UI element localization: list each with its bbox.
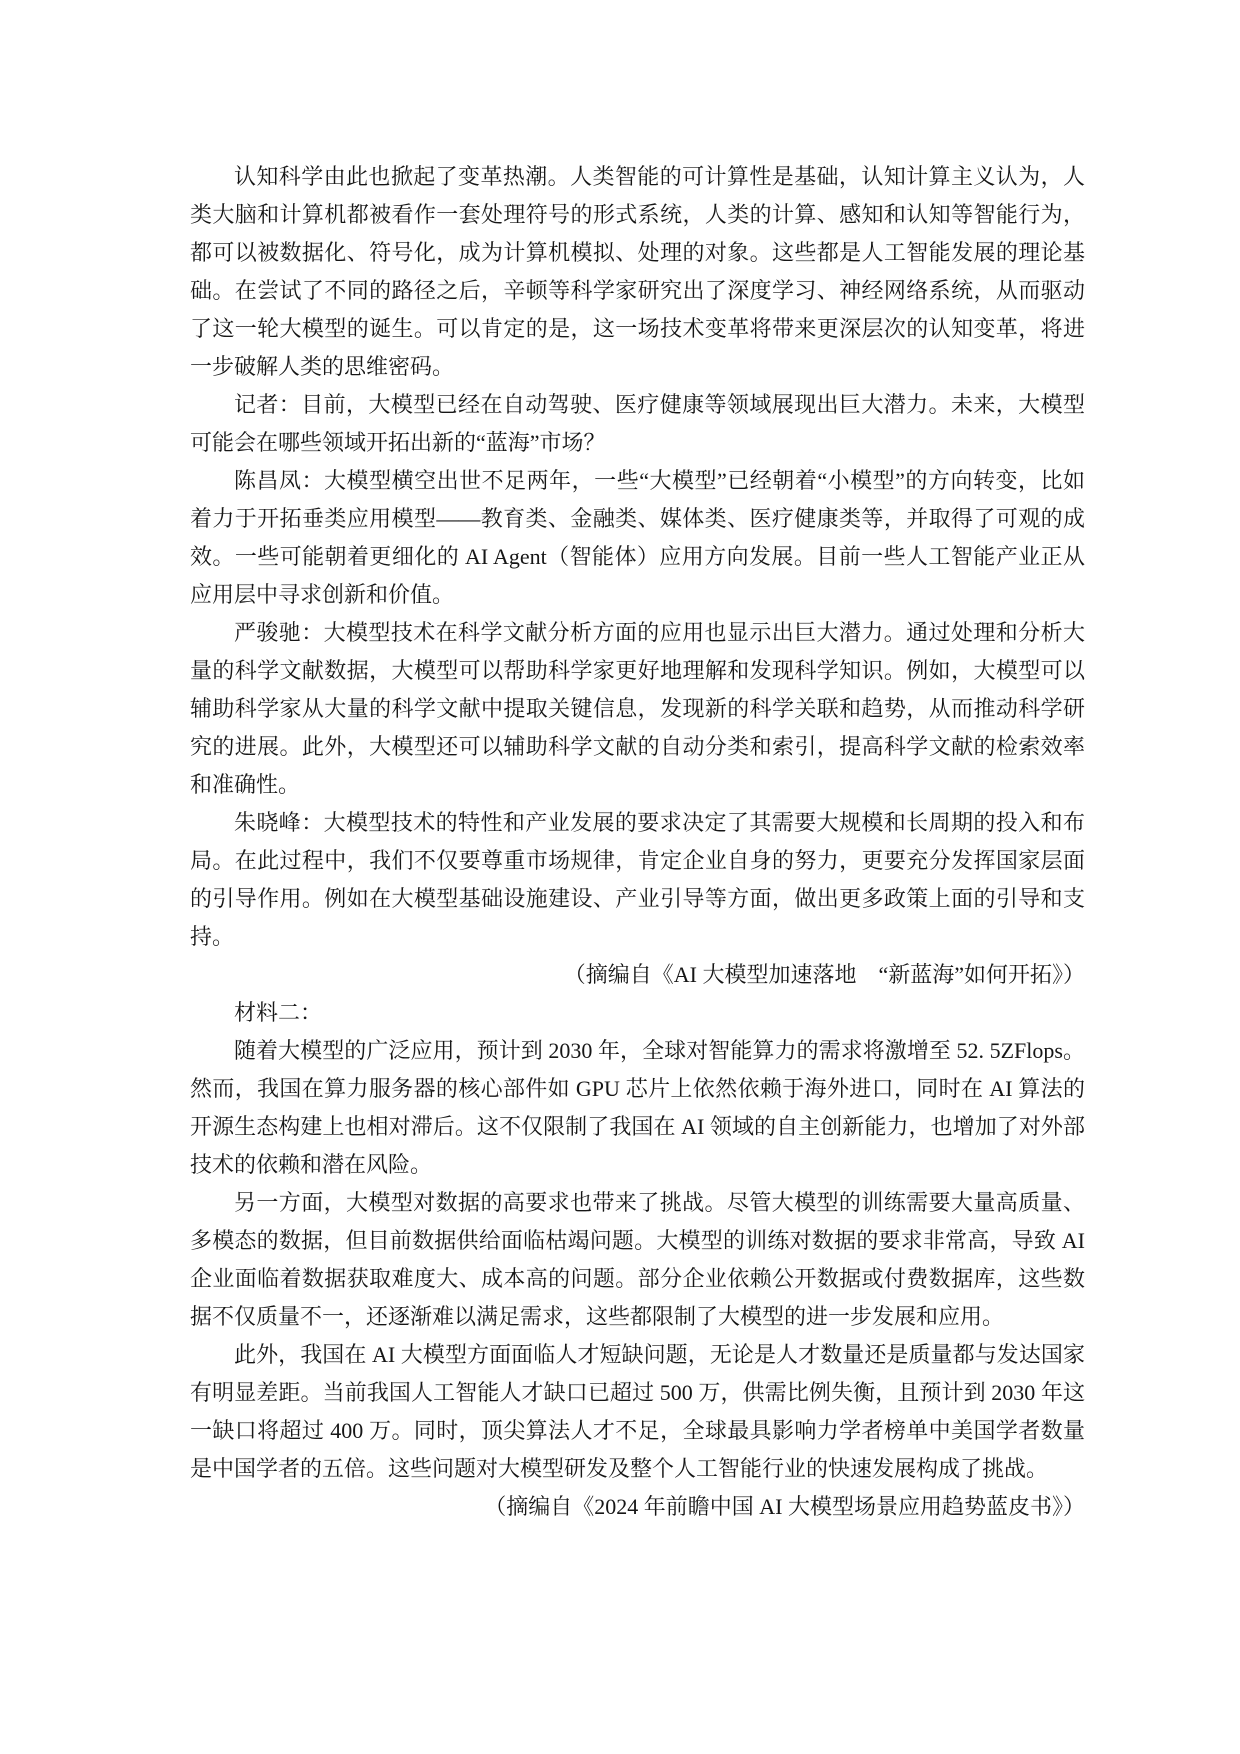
paragraph-zhu-xiaofeng: 朱晓峰：大模型技术的特性和产业发展的要求决定了其需要大规模和长周期的投入和布局。在此过程中，我们不仅要尊重市场规律，肯定企业自身的努力，更要充分发挥国家层面的引导作用。例如在大模型基础设施建设、产业引导等方面，做出更多政策上面的引导和支持。 [190,810,1085,949]
paragraph-chen-changfeng: 陈昌凤：大模型横空出世不足两年，一些“大模型”已经朝着“小模型”的方向转变，比如着力于开拓垂类应用模型——教育类、金融类、媒体类、医疗健康类等，并取得了可观的成效。一些可能朝着更细化的 AI Agent（智能体）应用方向发展。目前一些人工智能产业正从应用层中寻求创新和价值。 [190,468,1085,607]
source-attribution-material-1: （摘编自《AI 大模型加速落地 “新蓝海”如何开拓》） [563,962,1085,987]
paragraph-yan-junchi: 严骏驰：大模型技术在科学文献分析方面的应用也显示出巨大潜力。通过处理和分析大量的科学文献数据，大模型可以帮助科学家更好地理解和发现科学知识。例如，大模型可以辅助科学家从大量的科学文献中提取关键信息，发现新的科学关联和趋势，从而推动科学研究的进展。此外，大模型还可以辅助科学文献的自动分类和索引，提高科学文献的检索效率和准确性。 [190,620,1085,797]
paragraph-cognitive-science: 认知科学由此也掀起了变革热潮。人类智能的可计算性是基础，认知计算主义认为，人类大脑和计算机都被看作一套处理符号的形式系统，人类的计算、感知和认知等智能行为，都可以被数据化、符号化，成为计算机模拟、处理的对象。这些都是人工智能发展的理论基础。在尝试了不同的路径之后，辛顿等科学家研究出了深度学习、神经网络系统，从而驱动了这一轮大模型的诞生。可以肯定的是，这一场技术变革将带来更深层次的认知变革，将进一步破解人类的思维密码。 [190,164,1085,379]
source-attribution-material-2: （摘编自《2024 年前瞻中国 AI 大模型场景应用趋势蓝皮书》） [484,1494,1085,1519]
material-2-label: 材料二： [234,1000,323,1025]
paragraph-data-challenge: 另一方面，大模型对数据的高要求也带来了挑战。尽管大模型的训练需要大量高质量、多模态的数据，但目前数据供给面临枯竭问题。大模型的训练对数据的要求非常高，导致 AI 企业面临着数据获取难度大、成本高的问题。部分企业依赖公开数据或付费数据库，这些数据不仅质量不一，还逐渐难以满足需求，这些都限制了大模型的进一步发展和应用。 [190,1190,1085,1329]
paragraph-computing-power: 随着大模型的广泛应用，预计到 2030 年，全球对智能算力的需求将激增至 52. 5ZFlops。然而，我国在算力服务器的核心部件如 GPU 芯片上依然依赖于海外进口，同时在 AI 算法的开源生态构建上也相对滞后。这不仅限制了我国在 AI 领域的自主创新能力，也增加了对外部技术的依赖和潜在风险。 [190,1038,1085,1177]
paragraph-talent-shortage: 此外，我国在 AI 大模型方面面临人才短缺问题，无论是人才数量还是质量都与发达国家有明显差距。当前我国人工智能人才缺口已超过 500 万，供需比例失衡，且预计到 2030 年这一缺口将超过 400 万。同时，顶尖算法人才不足，全球最具影响力学者榜单中美国学者数量是中国学者的五倍。这些问题对大模型研发及整个人工智能行业的快速发展构成了挑战。 [190,1342,1085,1481]
paragraph-reporter-question: 记者：目前，大模型已经在自动驾驶、医疗健康等领域展现出巨大潜力。未来，大模型可能会在哪些领域开拓出新的“蓝海”市场？ [190,392,1085,455]
